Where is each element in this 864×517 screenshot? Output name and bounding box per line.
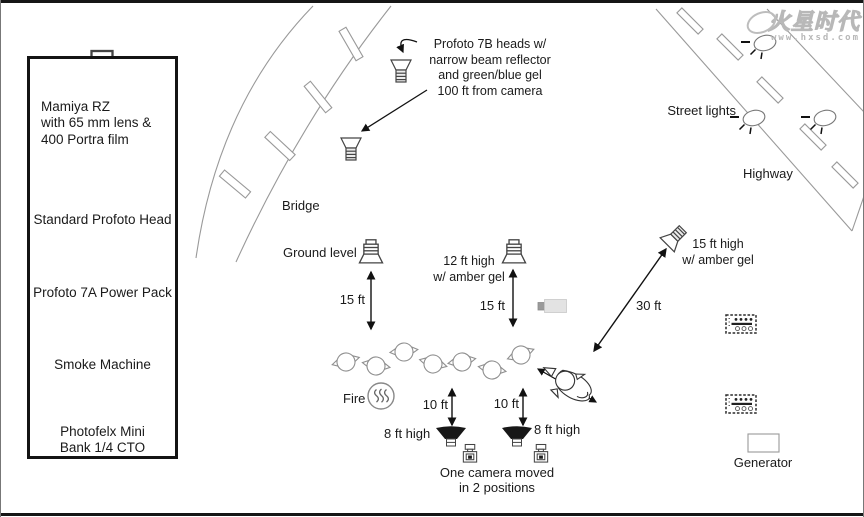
mini-bank-icon: [502, 426, 532, 446]
lane-dash: [717, 34, 743, 60]
person-icon: [361, 355, 392, 378]
bridge-road: [196, 6, 391, 262]
camera-note-label: One camera moved in 2 positions: [439, 465, 555, 496]
lane-dash: [265, 131, 295, 160]
distance-15ft-left-label: 15 ft: [339, 292, 365, 307]
camera-position-icon: [534, 445, 547, 463]
legend-pack-label: Profoto 7A Power Pack: [33, 285, 172, 300]
lane-dash: [757, 77, 783, 103]
person-icon: [447, 351, 478, 374]
distance-15ft-mid-label: 15 ft: [479, 298, 505, 313]
lane-dash: [304, 81, 332, 112]
person-icon: [389, 342, 419, 363]
generator-label: Generator: [733, 455, 793, 470]
ground-level-head-icon: [359, 240, 382, 263]
crowd: [330, 342, 537, 382]
watermark: [744, 5, 864, 43]
street-lights-label: Street lights: [667, 103, 736, 118]
smoke-machine-icon: [538, 300, 567, 313]
lane-dash: [677, 8, 703, 34]
distance-30ft-label: 30 ft: [636, 298, 662, 313]
distance-10ft-left-label: 10 ft: [422, 397, 448, 412]
lane-dash: [832, 162, 858, 188]
note-curved-arrow: [401, 40, 417, 52]
generator-box: [748, 434, 779, 452]
guitarist-figure: [535, 355, 599, 410]
frame-top-border: [0, 0, 864, 3]
camera-position-icon: [463, 445, 476, 463]
profoto-7b-note: Profoto 7B heads w/ narrow beam reflector and green/blue gel 100 ft from camera: [429, 37, 551, 98]
distance-10ft-right-label: 10 ft: [493, 396, 519, 411]
frame-bottom-border: [0, 513, 864, 516]
height-8ft-left-label: 8 ft high: [384, 426, 431, 441]
light-12ft-label: 12 ft high w/ amber gel: [433, 254, 505, 284]
profoto-7b-head-icon: [341, 138, 361, 160]
lane-dash: [339, 27, 363, 60]
fire-label: Fire: [343, 391, 366, 406]
legend-camera-label: Mamiya RZ with 65 mm lens & 400 Portra film: [41, 99, 152, 147]
ground-level-label: Ground level: [283, 245, 357, 260]
power-pack-icon: [726, 315, 756, 333]
bridge-label: Bridge: [282, 198, 320, 213]
person-icon: [505, 342, 537, 368]
person-icon: [330, 350, 362, 375]
mini-bank-icon: [436, 426, 466, 446]
legend-head-label: Standard Profoto Head: [33, 212, 172, 227]
highway-label: Highway: [743, 166, 793, 181]
note-long-arrow: [362, 90, 427, 131]
lane-dash: [219, 170, 250, 198]
light-15ft-label: 15 ft high w/ amber gel: [682, 237, 754, 267]
legend-smoke-label: Smoke Machine: [54, 357, 151, 372]
watermark-url: www.hxsd.com: [771, 33, 861, 43]
frame-left-border: [0, 0, 1, 517]
height-8ft-right-label: 8 ft high: [534, 422, 581, 437]
power-pack-icon: [726, 395, 756, 413]
fire-icon: [368, 383, 394, 409]
legend-minibank-label: Photofelx Mini Bank 1/4 CTO: [59, 424, 146, 456]
watermark-logo-text: 火星时代: [768, 10, 861, 35]
person-icon: [477, 359, 508, 382]
profoto-7b-head-icon: [391, 60, 411, 82]
person-icon: [417, 352, 449, 376]
